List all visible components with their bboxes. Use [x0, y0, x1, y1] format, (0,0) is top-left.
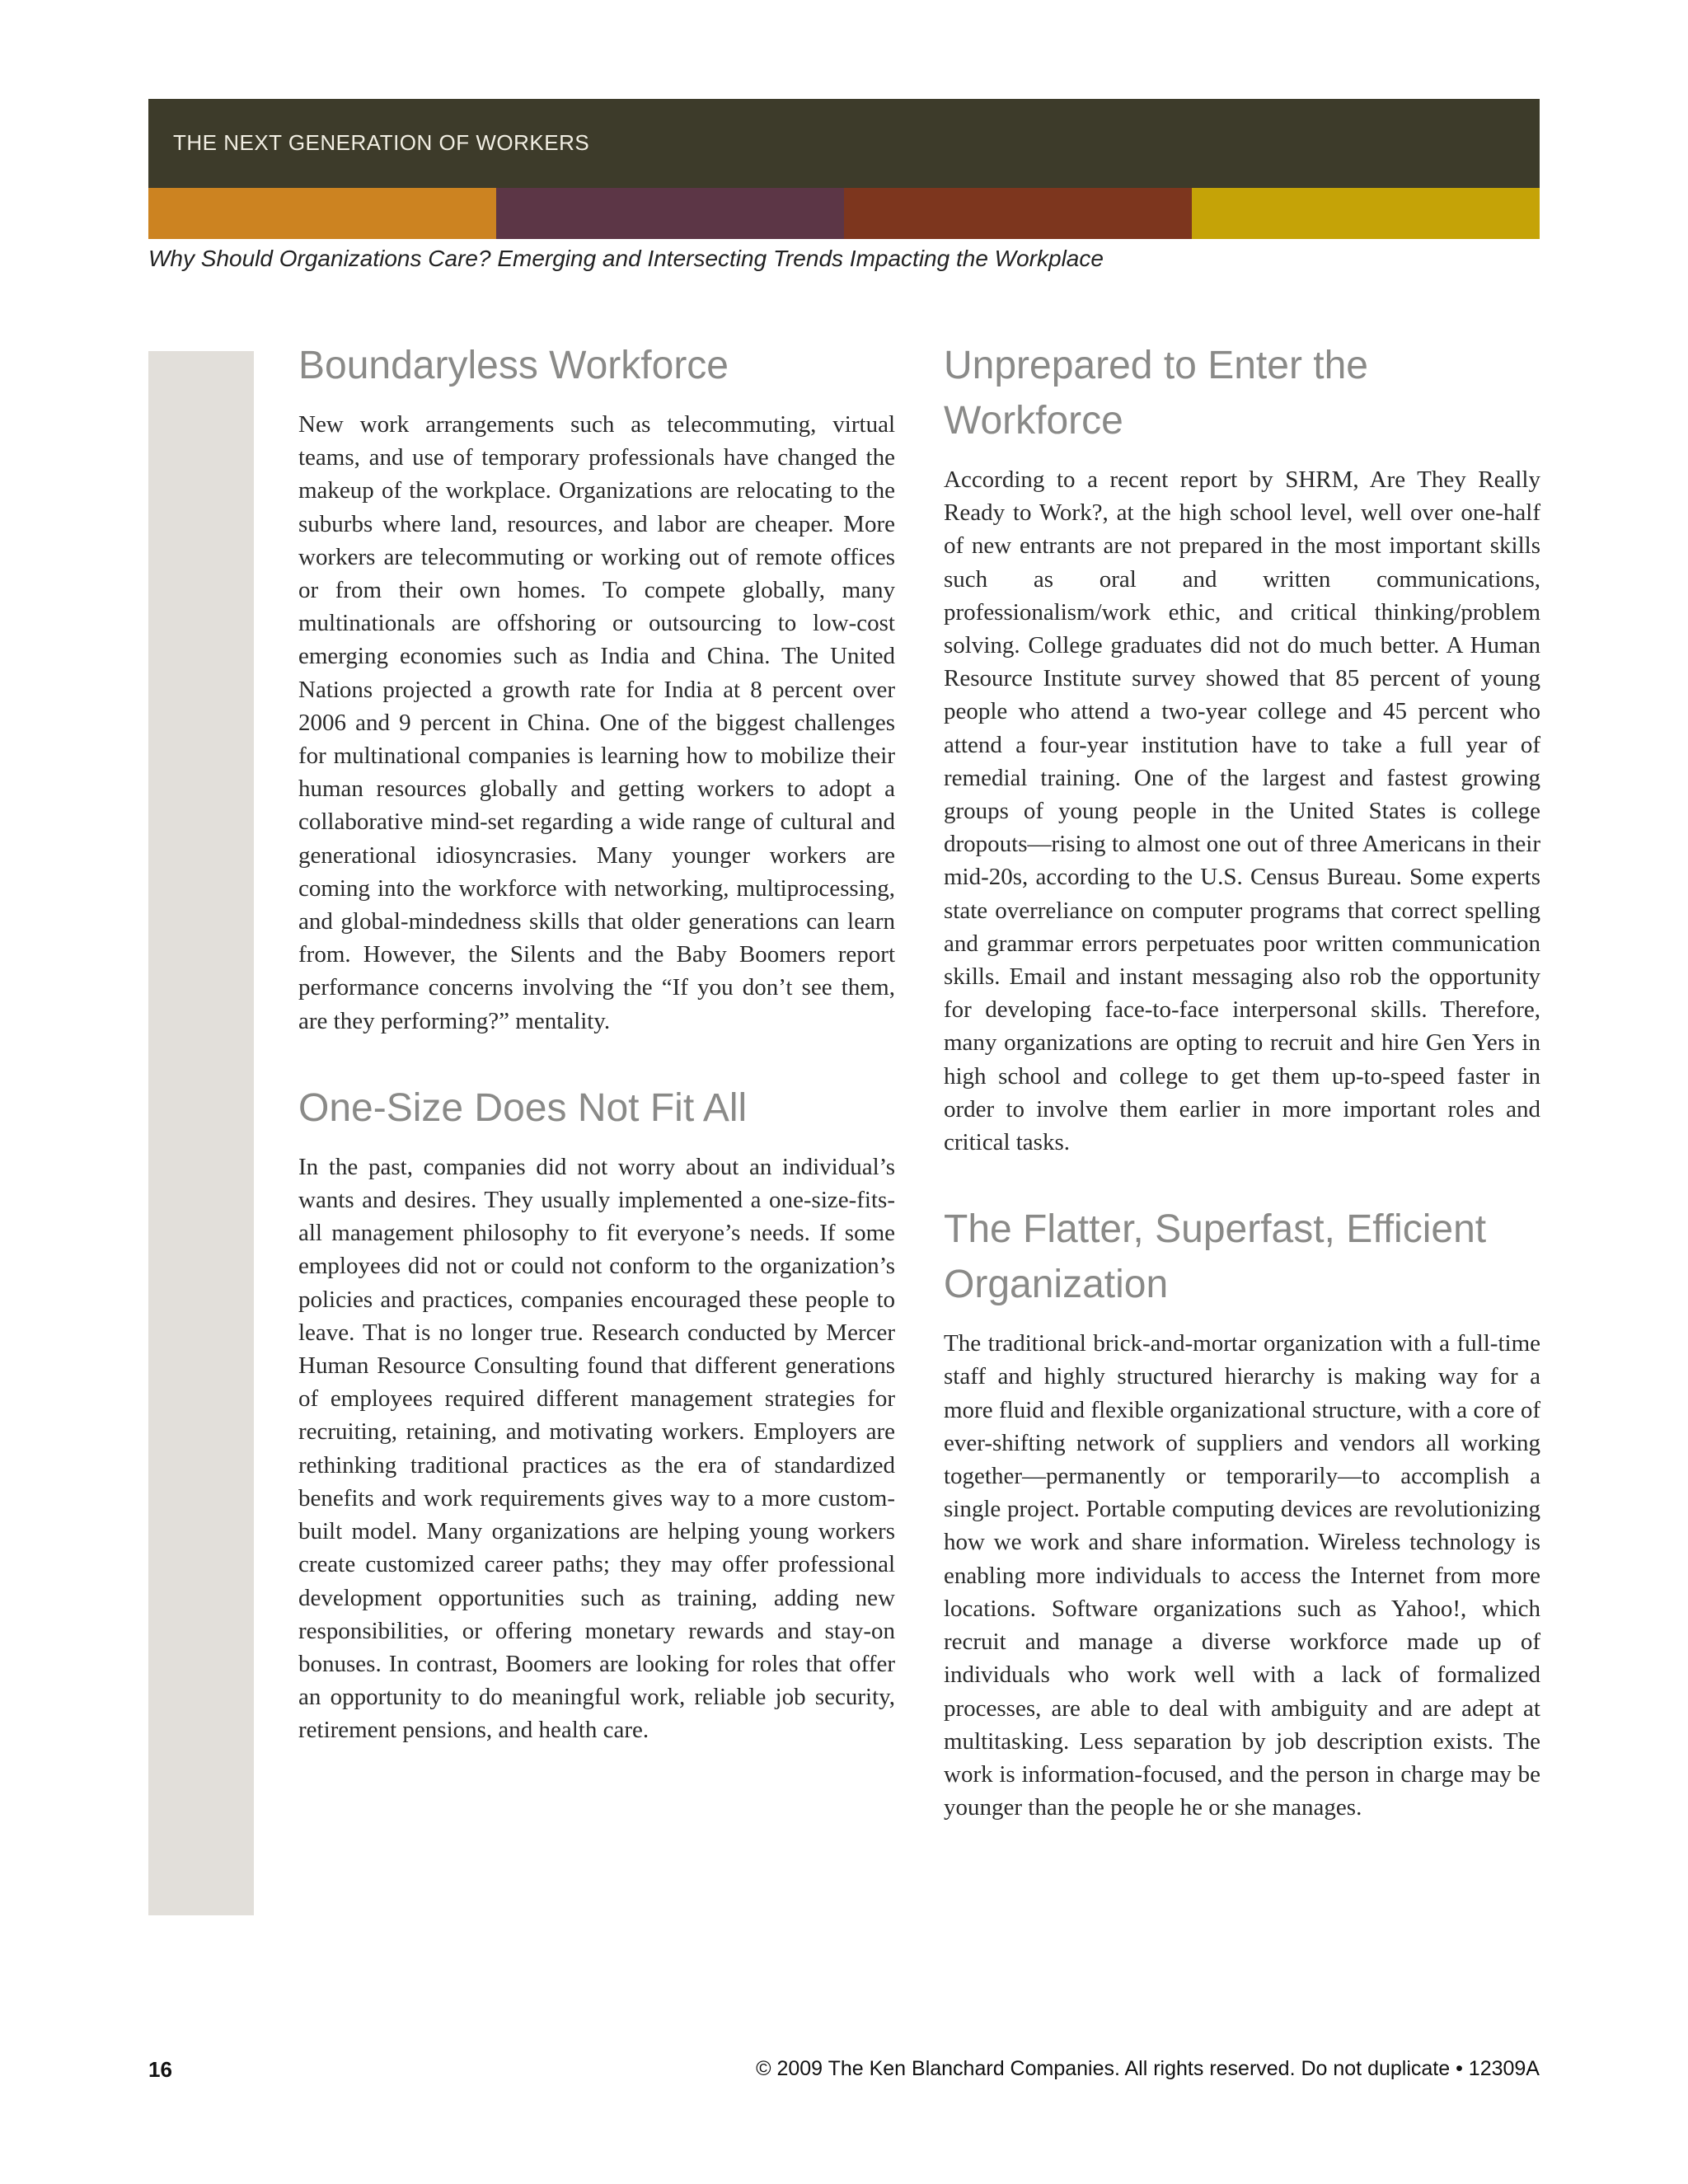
section-heading-flatter: The Flatter, Superfast, Efficient Organization — [944, 1207, 1487, 1307]
section-heading-one-size: One-Size Does Not Fit All — [298, 1085, 748, 1130]
section-body-one-size: In the past, companies did not worry about an individual’s wants and desires. They usually implemented a one-size-fits-all management philosophy to fit everyone’s needs. If some employees did not or could not conform to the organization’s policies and practices, companies encouraged these people to leave. That is no longer true. Research conducted by Mercer Human Resource Consulting found that different generations of employees required different management strategies for recruiting, retaining, and motivating workers. Employers are rethinking traditional practices as the era of standardized benefits and work requirements gives way to a more custom-built model. Many organizations are helping young workers create customized career paths; they may offer professional development opportunities such as training, adding new responsibilities, or offering monetary rewards and stay-on bonuses. In contrast, Boomers are looking for roles that offer an opportunity to do meaningful work, reliable job security, retirement pensions, and health care. — [298, 1153, 895, 1744]
left-column — [298, 338, 895, 1790]
sidebar-band — [148, 351, 254, 1915]
right-column — [944, 338, 1540, 1867]
color-strip — [148, 188, 1540, 239]
color-block-gold — [1192, 188, 1540, 239]
header-title: THE NEXT GENERATION OF WORKERS — [173, 130, 590, 155]
color-block-rust — [844, 188, 1192, 239]
color-block-orange — [148, 188, 496, 239]
header-bar — [148, 99, 1540, 188]
section-body-unprepared: According to a recent report by SHRM, Are They Really Ready to Work?, at the high school level, well over one-half of new entrants are not prepared in the most important skills such as oral and written communications, professionalism/work ethic, and critical thinking/problem solving. College graduates did not do much better. A Human Resource Institute survey showed that 85 percent of young people who attend a two-year college and 45 percent who attend a four-year institution have to take a full year of remedial training. One of the largest and fastest growing groups of young people in the United States is college dropouts—rising to almost one out of three Americans in their mid-20s, according to the U.S. Census Bureau. Some experts state overreliance on computer programs that correct spelling and grammar errors perpetuates poor written communication skills. Email and instant messaging also rob the opportunity for developing face-to-face interpersonal skills. Therefore, many organizations are opting to recruit and hire Gen Yers in high school and college to get them up-to-speed faster in order to involve them earlier in more important roles and critical tasks. — [944, 466, 1540, 1156]
section-body-boundaryless: New work arrangements such as telecommuting, virtual teams, and use of temporary professionals have changed the makeup of the workplace. Organizations are relocating to the suburbs where land, resources, and labor are cheaper. More workers are telecommuting or working out of remote offices or from their own homes. To compete globally, many multinationals are offshoring or outsourcing to low-cost emerging economies such as India and China. The United Nations projected a growth rate for India at 8 percent over 2006 and 9 percent in China. One of the biggest challenges for multinational companies is learning how to mobilize their human resources globally and getting workers to adopt a collaborative mind-set regarding a wide range of cultural and generational idiosyncrasies. Many younger workers are coming into the workforce with networking, multiprocessing, and global-mindedness skills that older generations can learn from. However, the Silents and the Baby Boomers report performance concerns involving the “If you don’t see them, are they performing?” mentality. — [298, 411, 895, 1034]
section-body-flatter: The traditional brick-and-mortar organization with a full-time staff and highly structured hierarchy is making way for a more fluid and flexible organizational structure, with a core of ever-shifting network of suppliers and vendors all working together—permanently or temporarily—to accomplish a single project. Portable computing devices are revolutionizing how we work and share information. Wireless technology is enabling more individuals to access the Internet from more locations. Software organizations such as Yahoo!, which recruit and manage a diverse workforce made up of individuals who work well with a lack of formalized processes, are able to deal with ambiguity and are adept at multitasking. Less separation by job description exists. The work is information-focused, and the person in charge may be younger than the people he or she manages. — [944, 1330, 1540, 1821]
color-block-plum — [496, 188, 844, 239]
page-subtitle: Why Should Organizations Care? Emerging and Intersecting Trends Impacting the Workplace — [148, 246, 1104, 271]
section-heading-boundaryless: Boundaryless Workforce — [298, 344, 729, 387]
section-heading-unprepared: Unprepared to Enter the Workforce — [944, 344, 1368, 443]
copyright-notice: © 2009 The Ken Blanchard Companies. All rights reserved. Do not duplicate • 12309A — [756, 2057, 1540, 2080]
page-number: 16 — [148, 2057, 172, 2082]
